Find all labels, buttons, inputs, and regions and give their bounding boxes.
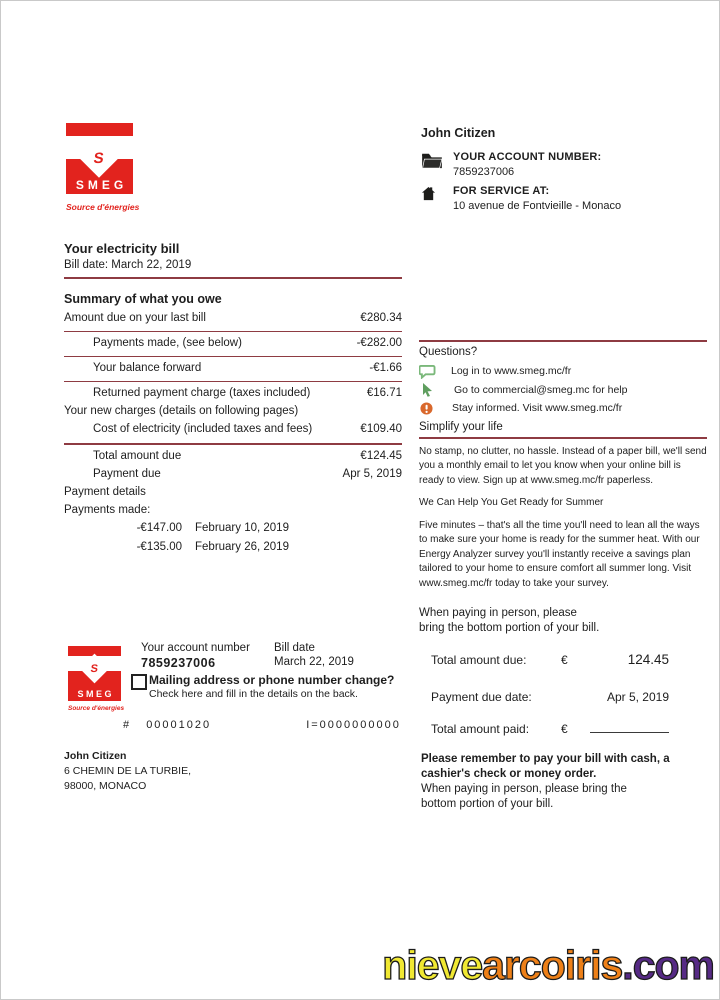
logo-bar	[66, 123, 133, 136]
questions-item	[419, 362, 707, 381]
stub-account-label: Your account number	[141, 642, 250, 654]
account-number-value: 7859237006	[453, 166, 515, 178]
payment-date: February 26, 2019	[195, 540, 289, 553]
service-address: 10 avenue de Fontvieille - Monaco	[453, 200, 622, 212]
folder-icon	[421, 151, 453, 183]
payments-made-label: Payments made:	[64, 504, 151, 516]
summary-row	[64, 381, 402, 402]
service-address-row	[421, 185, 707, 217]
summary-row	[64, 309, 402, 327]
row-label: Cost of electricity (included taxes and fees)	[93, 423, 313, 435]
watermark-part: arcoiris	[482, 942, 623, 988]
row-amount: €109.40	[360, 423, 402, 435]
questions-title: Questions?	[419, 346, 478, 358]
smeg-logo	[66, 123, 140, 219]
bill-summary-column	[64, 241, 402, 556]
row-label: Your new charges (details on following pages)	[64, 405, 299, 417]
reminder-line: bottom portion of your bill.	[421, 798, 554, 810]
address-change-label: Mailing address or phone number change?	[149, 673, 395, 687]
bill-date: Bill date: March 22, 2019	[64, 259, 192, 271]
service-label: FOR SERVICE AT:	[453, 185, 550, 197]
alert-icon	[419, 402, 452, 415]
logo-s-mark: S	[89, 662, 100, 675]
cursor-icon	[419, 383, 454, 397]
row-label: Total amount due	[93, 450, 182, 462]
smeg-logo-small	[68, 646, 125, 716]
row-amount: -€282.00	[356, 337, 402, 349]
stub-account-number: 7859237006	[141, 656, 216, 670]
summary-row	[64, 331, 402, 352]
summary-row	[64, 356, 402, 377]
summer-paragraph: Five minutes – that's all the time you'll need to lean all the ways to make sure your home is ready for the summer heat. With our Energy Analyzer survey you'll instantly receive a savings plan tailored to your home to ensure comfort all summer long. Visit www.smeg.mc/fr today to take your survey.	[419, 519, 700, 589]
info-column	[419, 340, 707, 736]
watermark-part: nieve	[382, 942, 483, 988]
questions-item-text: Log in to www.smeg.mc/fr	[451, 365, 572, 378]
account-number-label: YOUR ACCOUNT NUMBER:	[453, 151, 602, 163]
row-amount: €280.34	[360, 312, 402, 324]
payment-amount: -€135.00	[136, 540, 182, 553]
payment-date: February 10, 2019	[195, 522, 289, 534]
site-watermark	[382, 942, 714, 989]
remit-label: Total amount due:	[431, 653, 527, 667]
remit-note	[419, 606, 707, 636]
recipient-name: John Citizen	[64, 750, 127, 762]
payment-reminder	[421, 752, 709, 812]
account-info-block	[421, 151, 707, 219]
row-label: Payment due	[93, 468, 161, 480]
customer-name: John Citizen	[421, 126, 496, 140]
reminder-bold-line: Please remember to pay your bill with cash, a	[421, 753, 670, 765]
remit-paid-row	[419, 721, 669, 736]
remit-label: Total amount paid:	[431, 722, 530, 736]
stub-document-number	[123, 719, 401, 731]
summary-title: Summary of what you owe	[64, 292, 222, 306]
simplify-title: Simplify your life	[419, 420, 503, 433]
address-change-checkbox[interactable]	[131, 674, 147, 690]
bill-title: Your electricity bill	[64, 241, 180, 256]
remit-total-due-row	[419, 652, 669, 667]
row-amount: Apr 5, 2019	[342, 468, 402, 480]
amount-paid-writein-line[interactable]	[590, 721, 669, 733]
summary-row	[64, 465, 402, 483]
summary-row-total	[64, 443, 402, 465]
remit-note-line: When paying in person, please	[419, 607, 577, 619]
row-label: Your balance forward	[93, 362, 202, 374]
house-icon	[421, 185, 453, 217]
paperless-paragraph: No stamp, no clutter, no hassle. Instead of a paper bill, we'll send you a monthly email to let you know when your online bill is ready to view. Sign up at www.smeg.mc/fr paperless.	[419, 445, 707, 486]
watermark-part: .com	[622, 942, 714, 988]
currency-symbol: €	[561, 653, 568, 667]
row-label: Returned payment charge (taxes included)	[93, 387, 311, 399]
stub-bill-date-value: March 22, 2019	[274, 656, 354, 668]
remit-total-value: 124.45	[627, 652, 669, 667]
remit-due-date-row	[419, 690, 669, 704]
summary-row	[64, 402, 402, 420]
doc-number: 00001020	[146, 719, 212, 731]
questions-item	[419, 399, 707, 418]
payment-amount: -€147.00	[136, 522, 182, 534]
logo-tagline: Source d'énergies	[68, 705, 125, 712]
logo-s-mark: S	[92, 149, 106, 167]
summary-row	[64, 420, 402, 438]
logo-wordmark: SMEG	[77, 689, 114, 699]
payment-details-title: Payment details	[64, 486, 146, 498]
account-number-row	[421, 151, 707, 183]
speech-bubble-icon	[419, 364, 451, 379]
row-label: Amount due on your last bill	[64, 312, 206, 324]
questions-item-text: Go to commercial@smeg.mc for help	[454, 383, 628, 396]
currency-symbol: €	[561, 722, 568, 736]
divider-rule	[64, 277, 402, 279]
reminder-bold-line: cashier's check or money order.	[421, 768, 597, 780]
payment-entry	[64, 538, 402, 557]
summer-title: We Can Help You Get Ready for Summer	[419, 497, 604, 508]
recipient-address-line: 98000, MONACO	[64, 780, 147, 792]
logo-tagline: Source d'énergies	[66, 202, 140, 212]
stub-bill-date-label: Bill date	[274, 642, 315, 654]
row-amount: €16.71	[366, 387, 402, 399]
divider-rule	[419, 437, 707, 439]
questions-item	[419, 381, 707, 400]
row-amount: €124.45	[360, 450, 402, 462]
remit-note-line: bring the bottom portion of your bill.	[419, 622, 600, 634]
address-change-note: Check here and fill in the details on the back.	[149, 688, 358, 700]
divider-rule	[419, 340, 707, 342]
questions-item-text: Stay informed. Visit www.smeg.mc/fr	[452, 402, 623, 415]
promo-block	[419, 445, 707, 592]
logo-wordmark: SMEG	[75, 178, 128, 192]
reminder-line: When paying in person, please bring the	[421, 783, 627, 795]
recipient-address-line: 6 CHEMIN DE LA TURBIE,	[64, 765, 192, 777]
row-label: Payments made, (see below)	[93, 337, 242, 349]
remit-label: Payment due date:	[431, 690, 532, 704]
payment-entry	[64, 519, 402, 538]
recipient-address-block	[64, 749, 191, 794]
remit-due-date-value: Apr 5, 2019	[606, 690, 669, 704]
row-amount: -€1.66	[369, 362, 402, 374]
stub-code: I=0000000000	[306, 719, 401, 731]
hash-symbol: #	[123, 719, 132, 731]
